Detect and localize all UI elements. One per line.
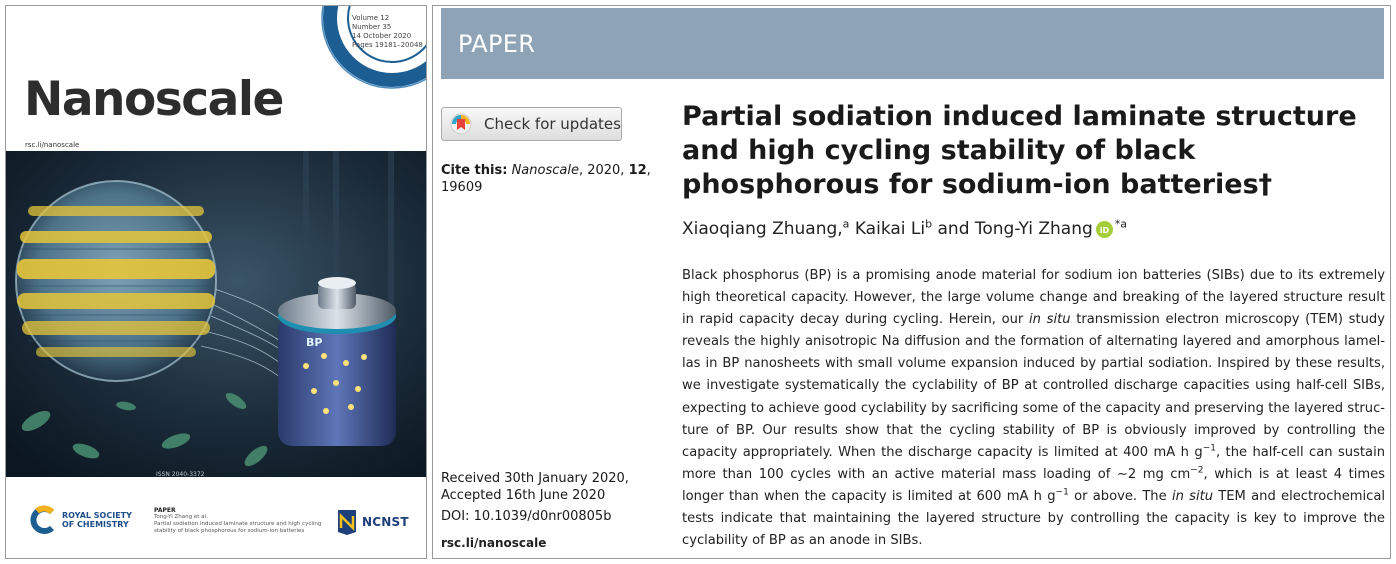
check-for-updates-icon [450,113,472,135]
ncnst-emblem-icon [336,508,358,536]
svg-text:iD: iD [1099,226,1109,235]
received-date: Received 30th January 2020, [441,471,629,486]
issue-number: Number 35 [352,23,392,31]
abstract-segment: TEM and electrochemical tests indicate that maintaining the layered structure by controlling the capacity is key to improve the cyclability of BP as an anode in SIBs. [682,488,1386,549]
author-3[interactable] [938,219,1128,239]
ncnst-logo [336,508,409,536]
cite-volume: 12 [628,163,647,178]
section-banner [441,8,1384,79]
citation-block [441,162,651,196]
cover-paper-authors: Tong-Yi Zhang et al. [154,514,208,520]
journal-cover [5,5,427,559]
abstract-segment: or above. The [1068,488,1172,504]
abstract-segment: , which is at least 4 times longer than when the capacity is limited at 600 mA h g [682,466,1385,504]
cover-url: rsc.li/nanoscale [25,141,80,149]
cover-issn: ISSN 2040-3372 [156,471,205,478]
abstract-segment: −1 [1202,443,1216,454]
author-1-affiliation: a [842,217,850,231]
orcid-icon[interactable] [1096,221,1113,238]
abstract-segment: −1 [1055,487,1069,498]
cover-journal-title: Nanoscale [24,72,283,127]
abstract-segment: −2 [1190,465,1204,476]
author-3-affiliation: *a [1114,217,1128,231]
author-1[interactable] [682,219,849,239]
issue-date: 14 October 2020 [352,32,412,40]
rsc-name-line2: OF CHEMISTRY [62,520,129,529]
abstract-segment: in situ [1171,488,1214,504]
cite-label: Cite this: [441,163,508,178]
check-for-updates-label: Check for updates [484,115,621,133]
issue-info [352,14,423,50]
abstract [682,265,1385,552]
doi[interactable]: DOI: 10.1039/d0nr00805b [441,509,612,524]
cite-journal: Nanoscale [511,163,579,178]
cite-pages: , 19609 [441,163,651,195]
ncnst-name: NCNST [362,515,409,529]
author-1-name: Xiaoqiang Zhuang, [682,219,843,239]
issue-pages: Pages 19181–20048 [352,41,423,49]
rsc-name-line1: ROYAL SOCIETY [62,511,132,520]
cite-year: , 2020, [578,163,629,178]
cover-paper-title: Partial sodiation induced laminate structure and high cycling stability of black phosphorous for sodium-ion batteries [154,521,322,534]
cover-illustration [6,151,426,477]
author-2-name: Kaikai Li [854,219,926,239]
abstract-segment: in situ [1029,312,1071,328]
author-2-affiliation: b [925,217,933,231]
author-2[interactable] [855,219,932,239]
cover-paper-label: PAPER [154,507,176,514]
battery-label: BP [306,336,323,349]
author-list [682,219,1127,239]
cover-paper-note [154,507,344,535]
journal-link[interactable]: rsc.li/nanoscale [441,536,547,550]
article-title: Partial sodiation induced laminate structure and high cycling stability of black phosphorous for sodium-ion batteries† [682,101,1357,200]
dates-block [441,470,629,504]
issue-volume: Volume 12 [352,14,390,22]
rsc-c-icon [28,505,58,535]
check-for-updates-button[interactable] [441,107,622,141]
author-3-name: and Tong-Yi Zhang [937,219,1093,239]
article-first-page [432,5,1391,559]
section-label: PAPER [458,30,536,58]
abstract-segment: , the half-cell can sustain more than 100 cycles with an active material mass loading of ∼2 mg cm [682,444,1386,482]
accepted-date: Accepted 16th June 2020 [441,488,606,503]
cover-footer [6,478,426,559]
abstract-segment: transmission electron microscopy (TEM) study reveals the highly anisotropic Na diffusion and the formation of alternating layered and amorphous lamel-las in BP nanosheets with small volume expansion induced by partial sodiation. Inspired by these results, we investigate systematically the cyclability of BP at controlled discharge capacities using half-cell SIBs, expecting to achieve good cyclability by sacrificing some of the capacity and preserving the layered struc-ture of BP. Our results show that the cycling stability of BP is obviously improved by controlling the capacity appropriately. When the discharge capacity is limited at 400 mA h g [682,312,1385,460]
rsc-logo [28,505,132,535]
abstract-segment: Black phosphorus (BP) is a promising anode material for sodium ion batteries (SIBs) due to its extremely high theoretical capacity. However, the large volume change and breaking of the layered structure result in rapid capacity decay during cycling. Herein, our [682,268,1385,328]
